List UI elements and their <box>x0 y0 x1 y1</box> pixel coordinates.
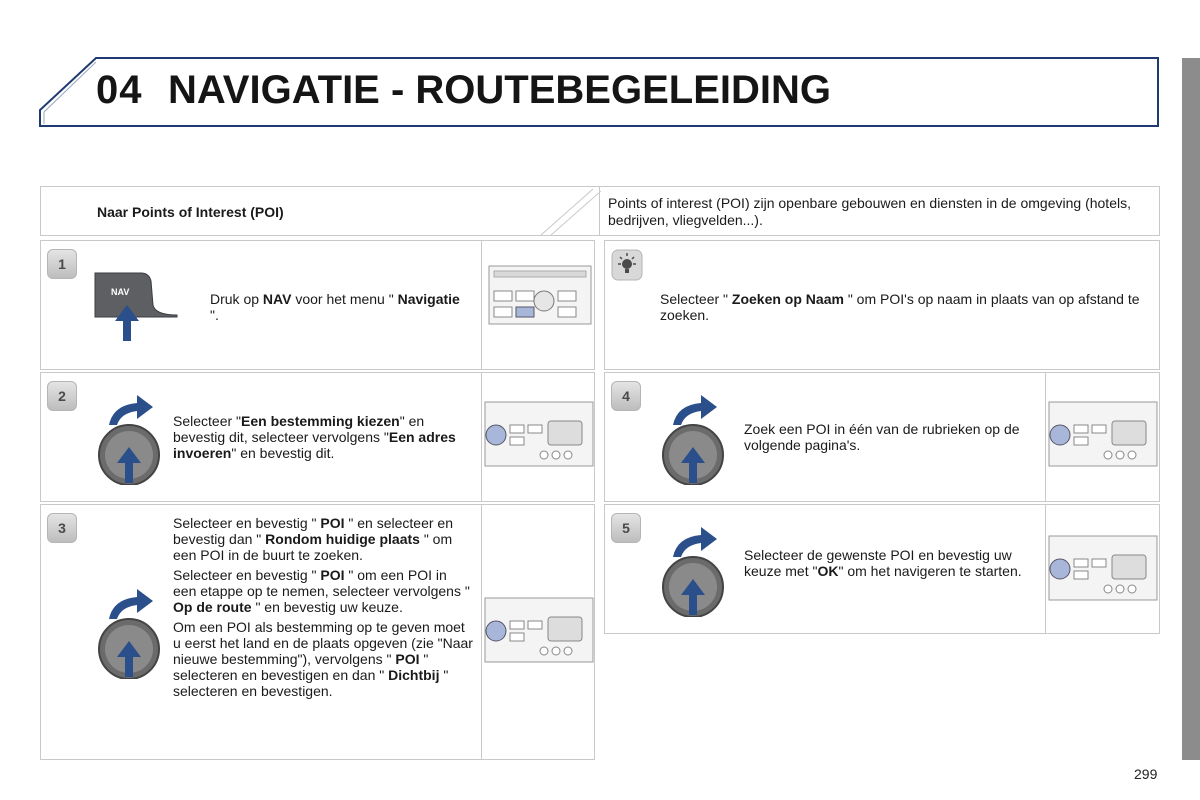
text-segment: " selecteren en bevestigen en dan " <box>173 651 429 683</box>
svg-text:NAV: NAV <box>111 287 130 297</box>
intro-text: Points of interest (POI) zijn openbare gebouwen en diensten in de omgeving (hotels, bedrijven, vliegvelden...). <box>608 195 1131 228</box>
text-segment: voor het menu " <box>291 291 398 307</box>
step-3-image-cell <box>481 505 595 759</box>
radio-panel-knob-highlight <box>484 401 594 467</box>
step-5-text <box>744 547 1034 583</box>
tip-panel <box>604 240 1160 370</box>
radio-panel-knob-highlight <box>1048 535 1158 601</box>
bold-term: Een adres invoeren <box>173 429 456 461</box>
step-4-image-cell <box>1045 373 1159 501</box>
step-1-panel <box>40 240 595 370</box>
step-number-badge: 1 <box>47 249 77 279</box>
section-divider-slash <box>521 187 601 237</box>
bold-term: OK <box>817 563 839 579</box>
bold-term: POI <box>320 515 345 531</box>
text-segment: Selecteer " <box>173 413 242 429</box>
tip-paragraph <box>660 291 1150 323</box>
radio-panel-knob-highlight <box>484 597 594 663</box>
text-segment: " en bevestig uw keuze. <box>251 599 403 615</box>
bold-term: NAV <box>262 291 292 307</box>
radio-panel-nav-highlight <box>488 265 592 325</box>
step-2-image-cell <box>481 373 595 501</box>
step-1-image-cell <box>481 241 595 369</box>
bold-term: Rondom huidige plaats <box>265 531 420 547</box>
step-number-badge: 4 <box>611 381 641 411</box>
press-knob-icon <box>657 521 737 617</box>
text-segment: Om een POI als bestemming op te geven moet u eerst het land en de plaats opgeven (zie "Naar nieuwe bestemming"), vervolgens " <box>173 619 473 667</box>
rotate-knob-icon <box>93 583 173 679</box>
bold-term: Navigatie <box>397 291 460 307</box>
text-segment: Selecteer de gewenste POI en bevestig uw keuze met " <box>744 547 1012 579</box>
step-2-text <box>173 413 473 465</box>
step-2-paragraph <box>173 413 473 461</box>
step-4-paragraph <box>744 421 1034 453</box>
step-3-text <box>173 515 473 703</box>
chapter-header <box>38 56 1162 128</box>
bold-term: POI <box>320 567 345 583</box>
text-segment: " om een POI in een etappe op te nemen, selecteer vervolgens " <box>173 567 470 599</box>
step-4-text <box>744 421 1034 457</box>
chapter-number: 04 <box>96 68 143 112</box>
section-header <box>40 186 600 236</box>
step-1-paragraph <box>210 291 470 323</box>
text-segment: Druk op <box>210 291 263 307</box>
step-2-panel <box>40 372 595 502</box>
radio-panel-knob-highlight <box>1048 401 1158 467</box>
lightbulb-icon <box>611 249 643 281</box>
text-segment: " om POI's op naam in plaats van op afstand te zoeken. <box>660 291 1140 323</box>
text-segment: " en selecteer en bevestig dan " <box>173 515 453 547</box>
chapter-title: NAVIGATIE - ROUTEBEGELEIDING <box>168 68 831 112</box>
step-4-panel <box>604 372 1160 502</box>
text-segment: Selecteer " <box>660 291 732 307</box>
step-5-image-cell <box>1045 505 1159 633</box>
step-3-paragraph-3 <box>173 619 473 699</box>
text-segment: Selecteer en bevestig " <box>173 515 321 531</box>
step-3-paragraph-1 <box>173 515 473 563</box>
rotate-knob-icon <box>657 389 737 485</box>
rotate-knob-icon <box>93 389 173 485</box>
text-segment: Zoek een POI in één van de rubrieken op de volgende pagina's. <box>744 421 1020 453</box>
text-segment: " en bevestig dit. <box>231 445 335 461</box>
chapter-side-tab <box>1182 58 1200 760</box>
bold-term: Zoeken op Naam <box>731 291 844 307</box>
step-1-text <box>210 291 470 327</box>
bold-term: Een bestemming kiezen <box>241 413 400 429</box>
step-5-panel <box>604 504 1160 634</box>
nav-button-icon <box>93 269 183 343</box>
step-3-paragraph-2 <box>173 567 473 615</box>
step-number-badge: 3 <box>47 513 77 543</box>
text-segment: " en bevestig dit, selecteer vervolgens " <box>173 413 425 445</box>
text-segment: " om een POI in de buurt te zoeken. <box>173 531 453 563</box>
text-segment: " selecteren en bevestigen. <box>173 667 449 699</box>
bold-term: Dichtbij <box>388 667 440 683</box>
section-title: Naar Points of Interest (POI) <box>97 204 284 220</box>
bold-term: POI <box>395 651 420 667</box>
step-number-badge: 2 <box>47 381 77 411</box>
text-segment: ". <box>210 307 219 323</box>
step-5-paragraph <box>744 547 1034 579</box>
step-3-panel <box>40 504 595 760</box>
tip-text <box>660 291 1150 327</box>
bold-term: Op de route <box>173 599 252 615</box>
text-segment: Selecteer en bevestig " <box>173 567 321 583</box>
text-segment: " om het navigeren te starten. <box>838 563 1022 579</box>
page-number: 299 <box>1134 766 1158 782</box>
step-number-badge: 5 <box>611 513 641 543</box>
